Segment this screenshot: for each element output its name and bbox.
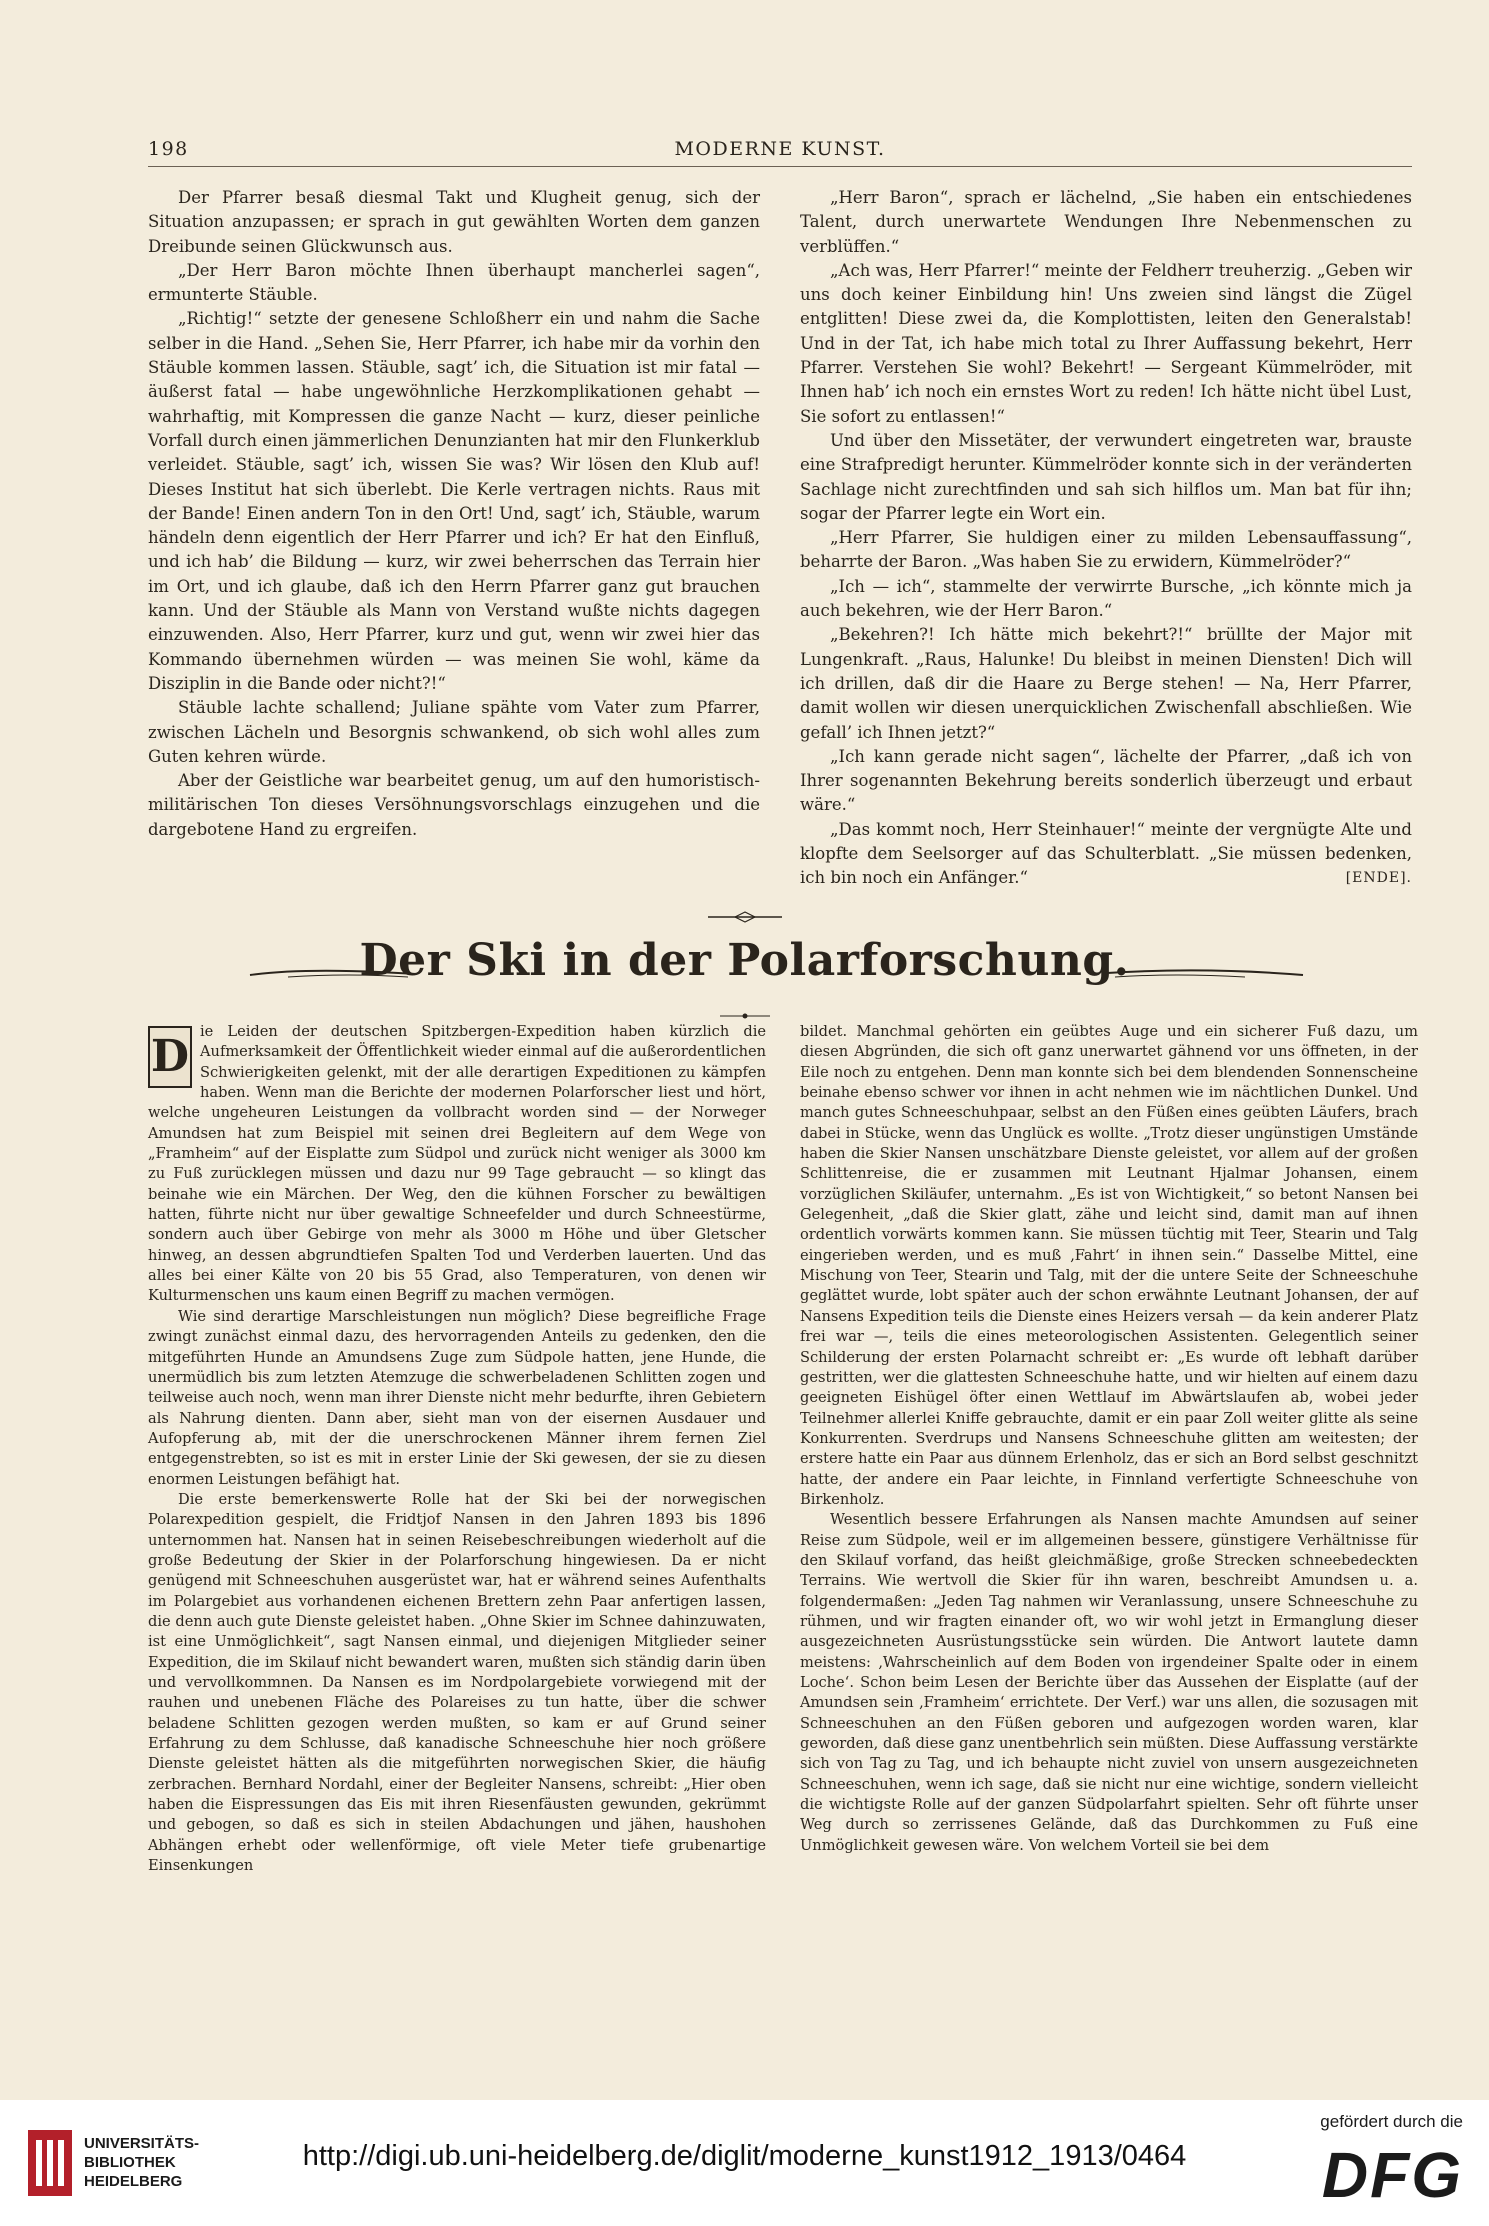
paragraph: „Richtig!“ setzte der genesene Schloßherr ein und nahm die Sache selber in die Hand. „Sehen Sie, Herr Pfarrer, ich habe mir da vorhin den Stäuble kommen lassen. Stäuble, sagt’ ich, die Situation ist mir fatal — äußerst fatal — habe ungewöhnliche Herzkomplikationen gehabt — wahrhaftig, mit Kompressen die ganze Nacht — kurz, dieser peinliche Vorfall durch einen jämmerlichen Denunzianten hat mir den Flunkerklub verleidet. Stäuble, sagt’ ich, wissen Sie was? Wir lösen den Klub auf! Dieses Institut hat sich überlebt. Die Kerle vertragen nichts. Raus mit der Bande! Einen andern Ton in den Ort! Und, sagt’ ich, Stäuble, warum händeln denn eigentlich der Herr Pfarrer und ich? Er hat den Einfluß, und ich hab’ die Bildung — kurz, wir zwei beherrschen das Terrain hier im Ort, und ich glaube, daß ich den Herrn Pfarrer ganz gut brauchen kann. Und der Stäuble als Mann von Verstand wußte nichts dagegen einzuwenden. Also, Herr Pfarrer, kurz und gut, wenn wir zwei hier das Kommando übernehmen würden — was meinen Sie wohl, käme da Disziplin in die Bande oder nicht?!“ xyxy=(148,309,760,693)
dfg-logo[interactable]: DFG xyxy=(1321,2139,1463,2211)
paragraph xyxy=(800,818,1412,891)
paragraph: Aber der Geistliche war bearbeitet genug, um auf den humoristisch-militärischen Ton dieses Versöhnungsvorschlags einzugehen und die dargebotene Hand zu ergreifen. xyxy=(148,771,760,839)
running-header xyxy=(148,138,1412,167)
ornament-divider xyxy=(0,910,1489,924)
end-mark: [ENDE]. xyxy=(1345,870,1412,887)
library-name-line: UNIVERSITÄTS- xyxy=(84,2135,200,2152)
funding-note: gefördert durch die xyxy=(1320,2112,1463,2131)
article-left-column xyxy=(148,1022,766,1876)
paragraph: „Herr Baron“, sprach er lächelnd, „Sie haben ein entschiedenes Talent, durch unerwartete Wendungen Ihre Nebenmenschen zu verblüffen.“ xyxy=(800,188,1412,256)
viewer-footer xyxy=(0,2100,1489,2226)
paragraph: „Ich — ich“, stammelte der verwirrte Bursche, „ich könnte mich ja auch bekehren, wie der Herr Baron.“ xyxy=(800,576,1412,621)
article-body xyxy=(148,1022,1418,2082)
paragraph: „Ich kann gerade nicht sagen“, lächelte der Pfarrer, „daß ich von Ihrer sogenannten Bekehrung bereits sonderlich überzeugt und erbaut wäre.“ xyxy=(800,746,1412,815)
permalink-url[interactable]: http://digi.ub.uni-heidelberg.de/diglit/moderne_kunst1912_1913/0464 xyxy=(302,2140,1187,2172)
library-name-line: BIBLIOTHEK xyxy=(84,2154,176,2171)
title-flourish-right xyxy=(1105,965,1305,981)
paragraph xyxy=(148,1022,766,1307)
paragraph: Wie sind derartige Marschleistungen nun möglich? Diese begreifliche Frage zwingt zunächst einmal dazu, des hervorragenden Anteils zu gedenken, den die mitgeführten Hunde an Amundsens Zuge zum Südpole hatten, jene Hunde, die unermüdlich bis zum letzten Atemzuge die schwerbeladenen Schlitten zogen und teilweise auch noch, wenn man ihrer Dienste nicht mehr bedurfte, ihren Gebietern als Nahrung dienten. Dann aber, sieht man von der eisernen Ausdauer und Aufopferung ab, mit der die unerschrockenen Männer ihrem fernen Ziel entgegenstrebten, so ist es mit in erster Linie der Ski gewesen, der sie zu diesen enormen Leistungen befähigt hat. xyxy=(148,1307,766,1488)
library-name[interactable] xyxy=(84,2134,199,2191)
page-number: 198 xyxy=(148,138,189,160)
paragraph-text: ie Leiden der deutschen Spitzbergen-Expedition haben kürzlich die Aufmerksamkeit der Öffentlichkeit wieder einmal auf die außerordentlichen Schwierigkeiten gelenkt, mit der alle derartigen Expeditionen zu kämpfen haben. Wenn man die Berichte der modernen Polarforscher liest und hört, welche ungeheuren Leistungen da vollbracht worden sind — der Norweger Amundsen hat zum Beispiel mit seinen drei Begleitern auf dem Wege von „Framheim“ auf der Eisplatte zum Südpol und zurück nicht weniger als 3000 km zu Fuß zurücklegen müssen und dazu nur 99 Tage gebraucht — so klingt das beinahe wie ein Märchen. Der Weg, den die kühnen Forscher zu bewältigen hatten, führte nicht nur über gewaltige Schneefelder und durch Schneestürme, sondern auch über Gebirge von mehr als 3000 m Höhe und über Gletscher hinweg, an dessen abgrundtiefen Spalten Tod und Verderben lauerten. Und das alles bei einer Kälte von 20 bis 55 Grad, also Temperaturen, von denen wir Kulturmenschen uns kaum einen Begriff zu machen vermögen. xyxy=(148,1023,766,1305)
story-left-column xyxy=(148,186,760,842)
paragraph: „Ach was, Herr Pfarrer!“ meinte der Feldherr treuherzig. „Geben wir uns doch keiner Einbildung hin! Uns zweien sind längst die Zügel entglitten! Diese zwei da, die Komplottisten, leiten den Generalstab! Und in der Tat, ich habe mich total zu Ihrer Auffassung bekehrt, Herr Pfarrer. Verstehen Sie wohl? Bekehrt! — Sergeant Kümmelröder, mit Ihnen hab’ ich noch ein ernstes Wort zu reden! Ich hätte nicht übel Lust, Sie sofort zu entlassen!“ xyxy=(800,260,1412,426)
paragraph: bildet. Manchmal gehörten ein geübtes Auge und ein sicherer Fuß dazu, um diesen Abgründen, die sich oft ganz unerwartet gähnend vor uns öffneten, in der Eile noch zu entgehen. Denn man konnte sich bei dem blendenden Sonnenscheine beinahe ebenso schwer vor ihnen in acht nehmen wie im nächtlichen Dunkel. Und manch gutes Schneeschuhpaar, selbst an den Füßen eines geübten Läufers, brach dabei in Stücke, wenn das Unglück es wollte. „Trotz dieser ungünstigen Umstände haben die Skier Nansen unschätzbare Dienste geleistet, vor allem auf der großen Schlittenreise, die er zusammen mit Leutnant Hjalmar Johansen, einem vorzüglichen Skiläufer, unternahm. „Es ist von Wichtigkeit,“ so betont Nansen bei Gelegenheit, „daß die Skier glatt, zähe und leicht sind, damit man auf ihnen ordentlich vorwärts kommen kann. Sie müssen tüchtig mit Teer, Stearin und Talg eingerieben werden, und es muß ‚Fahrt‘ in ihnen sein.“ Dasselbe Mittel, eine Mischung von Teer, Stearin und Talg, mit der die untere Seite der Schneeschuhe geglättet wurde, lobt später auch der schon erwähnte Leutnant Johansen, der auf Nansens Expedition teils die Dienste eines Heizers versah — da kein anderer Platz frei war —, teils die eines meteorologischen Assistenten. Gelegentlich seiner Schilderung der ersten Polarnacht schreibt er: „Es wurde oft lebhaft darüber gestritten, wer die glattesten Schneeschuhe hatte, und wir hielten auf einem dazu geeigneten Eishügel öfter einen Wettlauf im Abwärtslaufen ab, wobei jeder Teilnehmer allerlei Kniffe gebrauchte, damit er ein paar Zoll weiter glitte als seine Konkurrenten. Sverdrups und Nansens Schneeschuhe glitten am weitesten; der erstere hatte ein Paar aus dünnem Erlenholz, das er sich an Bord selbst geschnitzt hatte, der andere ein Paar leichte, in Finnland verfertigte Schneeschuhe von Birkenholz. xyxy=(800,1023,1418,1508)
university-library-logo-icon[interactable] xyxy=(28,2130,72,2196)
article-title-row xyxy=(0,935,1489,1005)
article-right-column xyxy=(800,1022,1418,1856)
paragraph-text: „Das kommt noch, Herr Steinhauer!“ meinte der vergnügte Alte und klopfte dem Seelsorger auf das Schulterblatt. „Sie müssen bedenken, ich bin noch ein Anfänger.“ xyxy=(800,819,1412,888)
paragraph: Die erste bemerkenswerte Rolle hat der Ski bei der norwegischen Polarexpedition gespielt, die Fridtjof Nansen in den Jahren 1893 bis 1896 unternommen hat. Nansen hat in seinen Reisebeschreibungen wiederholt auf die große Bedeutung der Skier in der Polarforschung hingewiesen. Da er nicht genügend mit Schneeschuhen ausgerüstet war, hat er während seines Aufenthalts im Polargebiet aus vorhandenen eichenen Brettern zehn Paar anfertigen lassen, die denn auch gute Dienste geleistet haben. „Ohne Skier im Schnee dahinzuwaten, ist eine Unmöglichkeit“, sagt Nansen einmal, und diejenigen Mitglieder seiner Expedition, die im Skilauf nicht bewandert waren, mußten sich ständig darin üben und vervollkommnen. Da Nansen es im Nordpolargebiete vorwiegend mit der rauhen und unebenen Fläche des Polareises zu tun hatte, über die schwer beladene Schlitten gezogen werden mußten, so kam er auf Grund seiner Erfahrung zu dem Schlusse, daß kanadische Schneeschuhe hier noch größere Dienste geleistet hätten als die mitgeführten norwegischen Skier, die häufig zerbrachen. Bernhard Nordahl, einer der Begleiter Nansens, schreibt: „Hier oben haben die Eispressungen das Eis mit ihren Riesenfäusten gewunden, gekrümmt und gebogen, so daß es sich in steilen Abdachungen und jähen, haushohen Abhängen erhebt oder wellenförmige, oft viele Meter tiefe grubenartige Einsenkungen xyxy=(148,1490,766,1875)
paragraph: Der Pfarrer besaß diesmal Takt und Klugheit genug, sich der Situation anzupassen; er sprach in gut gewählten Worten dem ganzen Dreibunde seinen Glückwunsch aus. xyxy=(148,188,760,256)
paragraph: Stäuble lachte schallend; Juliane spähte vom Vater zum Pfarrer, zwischen Lächeln und Besorgnis schwankend, ob sich wohl alles zum Guten kehren würde. xyxy=(148,698,760,766)
paragraph: „Herr Pfarrer, Sie huldigen einer zu milden Lebensauffassung“, beharrte der Baron. „Was haben Sie zu erwidern, Kümmelröder?“ xyxy=(800,528,1412,572)
story-ending xyxy=(148,186,1412,906)
paragraph: Und über den Missetäter, der verwundert eingetreten war, brauste eine Strafpredigt herunter. Kümmelröder konnte sich in der veränderten Sachlage nicht zurechtfinden und sah sich hilflos um. Man bat für ihn; sogar der Pfarrer legte ein Wort ein. xyxy=(800,430,1412,523)
library-name-line: HEIDELBERG xyxy=(84,2173,183,2190)
article-title: Der Ski in der Polarforschung. xyxy=(359,935,1130,986)
magazine-title: MODERNE KUNST. xyxy=(674,138,886,160)
title-underline-ornament xyxy=(0,1010,1489,1022)
paragraph: Wesentlich bessere Erfahrungen als Nansen machte Amundsen auf seiner Reise zum Südpole, weil er im allgemeinen bessere, günstigere Verhältnisse für den Skilauf vorfand, das heißt gleichmäßige, große Strecken schneebedeckten Terrains. Wie wertvoll die Skier für ihn waren, beschreibt Amundsen u. a. folgendermaßen: „Jeden Tag nahmen wir Veranlassung, unsere Schneeschuhe zu rühmen, und wir fragten einander oft, wo wir wohl jetzt in Ermanglung dieser ausgezeichneten Ausrüstungsstücke sein würden. Die Antwort lautete damn meistens: ‚Wahrscheinlich auf dem Boden von irgendeiner Spalte oder in einem Loche‘. Schon beim Lesen der Berichte über das Aussehen der Eisplatte (auf der Amundsen sein ‚Framheim‘ errichtete. Der Verf.) war uns allen, die sozusagen mit Schneeschuhen an den Füßen geboren und aufgezogen worden waren, klar geworden, daß diese ganz unentbehrlich sein müßten. Diese Auffassung verstärkte sich von Tag zu Tag, und ich behaupte nicht zuviel von unsern ausgezeichneten Schneeschuhen, wenn ich sage, daß sie nicht nur eine wichtige, sondern vielleicht die wichtigste Rolle auf der ganzen Südpolarfahrt spielten. Sehr oft führte unser Weg durch so zerrissenes Gelände, daß das Durchkommen zu Fuß eine Unmöglichkeit gewesen wäre. Von welchem Vorteil sie bei dem xyxy=(800,1511,1418,1854)
story-right-column xyxy=(800,186,1412,891)
paragraph: „Der Herr Baron möchte Ihnen überhaupt mancherlei sagen“, ermunterte Stäuble. xyxy=(148,260,760,305)
paragraph: „Bekehren?! Ich hätte mich bekehrt?!“ brüllte der Major mit Lungenkraft. „Raus, Halunke! Du bleibst in meinen Diensten! Dich will ich drillen, daß dir die Haare zu Berge stehen! — Na, Herr Pfarrer, damit wollen wir diesen unerquicklichen Zwischenfall abschließen. Wie gefall’ ich Ihnen jetzt?“ xyxy=(800,625,1412,742)
drop-cap: D xyxy=(148,1026,192,1088)
